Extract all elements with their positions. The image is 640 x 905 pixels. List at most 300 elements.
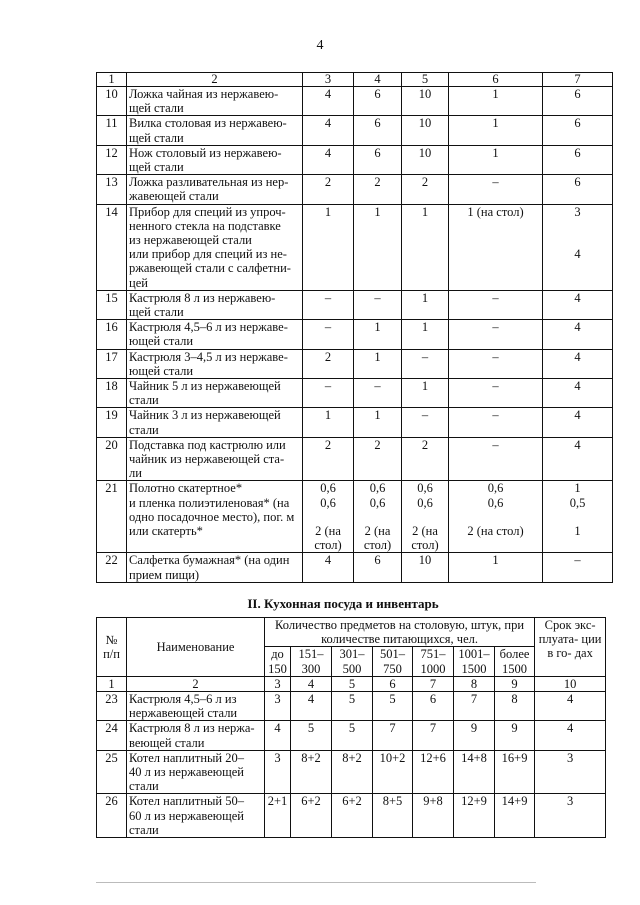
quantity-cell-line: – [421, 349, 429, 364]
table-row [97, 320, 613, 349]
item-name [127, 320, 303, 349]
item-name-line: ненного стекла на подставке [129, 218, 281, 233]
quantity-cell [543, 175, 613, 204]
quantity-cell-line: 0,6 [487, 495, 504, 510]
lifetime-cell: 4 [535, 721, 606, 750]
quantity-cell-line: 0,6 [487, 481, 504, 496]
quantity-cell: 3 [265, 750, 291, 794]
item-name [127, 349, 303, 378]
quantity-cell [449, 145, 543, 174]
quantity-cell [543, 204, 613, 290]
column-number: 5 [332, 676, 373, 691]
item-name-line: цей [129, 275, 148, 290]
quantity-cell [449, 349, 543, 378]
row-number: 23 [97, 692, 127, 721]
quantity-cell-line [305, 510, 351, 524]
section-title: II. Кухонная посуда и инвентарь [247, 596, 439, 611]
column-number: 10 [535, 676, 606, 691]
quantity-cell: 5 [332, 692, 373, 721]
quantity-cell-line: 4 [324, 87, 332, 101]
quantity-cell-line: 0,6 [369, 481, 386, 496]
quantity-cell-line: 1 [324, 204, 332, 219]
row-number: 15 [97, 290, 127, 319]
quantity-cell [303, 290, 354, 319]
quantity-cell [449, 290, 543, 319]
quantity-cell [543, 437, 613, 481]
quantity-cell [543, 290, 613, 319]
quantity-cell: 9 [454, 721, 495, 750]
quantity-cell-line: 2 [421, 437, 429, 452]
item-name-line: стали [129, 393, 159, 408]
table-row [97, 721, 606, 750]
quantity-cell-line: 1 [421, 379, 429, 394]
quantity-cell: 12+6 [413, 750, 454, 794]
quantity-cell [354, 87, 402, 116]
quantity-cell [303, 175, 354, 204]
quantity-cell-line [545, 219, 610, 233]
quantity-cell [402, 408, 449, 437]
quantity-cell [402, 553, 449, 582]
item-name-line: Кастрюля 4,5–6 л из нержаве- [129, 320, 288, 335]
column-number: 9 [495, 676, 535, 691]
item-name-line: щей стали [129, 160, 184, 175]
range-header: более 1500 [495, 647, 535, 676]
item-name [127, 116, 303, 145]
quantity-cell [303, 116, 354, 145]
quantity-cell [402, 320, 449, 349]
quantity-cell [303, 204, 354, 290]
item-name-line: 60 л из нержавеющей [129, 808, 244, 823]
quantity-cell-line: 1 [374, 320, 381, 335]
quantity-cell: 6 [413, 692, 454, 721]
page-number: 4 [316, 38, 324, 53]
item-name-line: Кастрюля 8 л из нержа- [129, 721, 255, 736]
quantity-cell [449, 87, 543, 116]
quantity-cell: 4 [291, 692, 332, 721]
quantity-cell-line: – [374, 379, 381, 394]
quantity-cell [543, 145, 613, 174]
quantity-cell: 2+1 [265, 794, 291, 838]
item-name [127, 290, 303, 319]
item-name [127, 481, 303, 553]
quantity-cell-line: стол) [314, 538, 342, 553]
item-name [127, 379, 303, 408]
quantity-cell-line: 2 [374, 437, 381, 452]
quantity-cell-line: 3 [574, 204, 581, 219]
table-row [97, 692, 606, 721]
quantity-cell [303, 481, 354, 553]
quantity-cell-line: 0,6 [320, 481, 336, 496]
quantity-cell-line: 4 [324, 145, 332, 160]
row-number: 14 [97, 204, 127, 290]
quantity-cell [449, 320, 543, 349]
column-number: 3 [303, 73, 354, 87]
quantity-cell [402, 116, 449, 145]
table-row [97, 290, 613, 319]
table-row [97, 437, 613, 481]
item-name [127, 204, 303, 290]
quantity-cell-line: 1 [421, 320, 429, 335]
row-number: 19 [97, 408, 127, 437]
quantity-cell-line: 6 [574, 116, 581, 131]
row-number: 20 [97, 437, 127, 481]
quantity-cell-line: – [492, 290, 499, 305]
quantity-cell [303, 349, 354, 378]
quantity-cell [449, 437, 543, 481]
item-name-line: чайник из нержавеющей ста- [129, 452, 285, 467]
row-number: 24 [97, 721, 127, 750]
quantity-cell [354, 349, 402, 378]
quantity-cell-line: 2 [324, 349, 332, 364]
quantity-cell [543, 481, 613, 553]
quantity-cell: 14+8 [454, 750, 495, 794]
quantity-cell-line: 1 [421, 290, 429, 305]
quantity-cell-line: 2 (на [364, 523, 391, 538]
lifetime-cell: 4 [535, 692, 606, 721]
quantity-cell-line: 4 [574, 290, 581, 305]
quantity-cell-line: 0,6 [369, 495, 386, 510]
quantity-cell-line: 1 [421, 204, 429, 219]
quantity-cell-line: 1 [374, 408, 381, 423]
row-number: 13 [97, 175, 127, 204]
quantity-cell [303, 379, 354, 408]
quantity-cell-line: 2 [324, 175, 332, 190]
quantity-cell: 7 [454, 692, 495, 721]
quantity-cell-line: 4 [574, 437, 581, 452]
quantity-cell-line: 1 [492, 116, 499, 131]
range-header: 301– 500 [332, 647, 373, 676]
table-row [97, 750, 606, 794]
quantity-cell [402, 87, 449, 116]
row-number: 11 [97, 116, 127, 145]
table-row [97, 145, 613, 174]
item-name-line: Ложка чайная из нержавею- [129, 87, 279, 101]
quantity-cell-line: – [324, 379, 332, 394]
quantity-cell [402, 437, 449, 481]
quantity-cell-line: – [492, 320, 499, 335]
quantity-cell [543, 116, 613, 145]
item-name-line: Кастрюля 8 л из нержавею- [129, 290, 276, 305]
quantity-cell [354, 437, 402, 481]
table-header-row [97, 73, 613, 87]
quantity-cell [402, 175, 449, 204]
quantity-cell-line: 2 [421, 175, 429, 190]
item-name-line: Салфетка бумажная* (на один [129, 553, 290, 568]
quantity-cell-line [545, 233, 610, 247]
row-number: 21 [97, 481, 127, 553]
item-name-line: Кастрюля 3–4,5 л из нержаве- [129, 349, 288, 364]
item-name-line: ющей стали [129, 363, 194, 378]
quantity-cell [402, 349, 449, 378]
quantity-cell-line: 10 [418, 87, 432, 101]
quantity-cell: 5 [332, 721, 373, 750]
item-name-line: жавеющей стали [129, 189, 219, 204]
quantity-cell-line: – [374, 290, 381, 305]
table-row [97, 408, 613, 437]
item-name [127, 87, 303, 116]
quantity-cell [449, 116, 543, 145]
quantity-cell [303, 87, 354, 116]
item-name-line: Ложка разливательная из нер- [129, 175, 289, 190]
item-name-line: щей стали [129, 130, 184, 145]
item-name-line: Чайник 5 л из нержавеющей [129, 379, 281, 394]
quantity-cell: 8+2 [291, 750, 332, 794]
quantity-cell-line [451, 510, 540, 524]
quantity-cell [303, 437, 354, 481]
item-name [127, 145, 303, 174]
quantity-cell-line: – [492, 349, 499, 364]
table-numbering-row [97, 676, 606, 691]
quantity-cell-line: 1 [574, 481, 581, 496]
quantity-cell [543, 553, 613, 582]
quantity-cell [543, 349, 613, 378]
table-row [97, 204, 613, 290]
quantity-cell [303, 145, 354, 174]
quantity-cell [449, 408, 543, 437]
quantity-cell-line: 1 (на стол) [467, 204, 524, 219]
quantity-cell-line [404, 510, 446, 524]
column-group-header: Количество предметов на столовую, штук, при количестве питающихся, чел. [265, 618, 535, 647]
quantity-cell-line: 6 [374, 553, 381, 568]
item-name [127, 437, 303, 481]
quantity-cell-line: – [421, 408, 429, 423]
item-name-line: из нержавеющей стали [129, 233, 252, 248]
quantity-cell [303, 320, 354, 349]
quantity-cell-line: 6 [574, 145, 581, 160]
quantity-cell: 5 [373, 692, 413, 721]
item-name-line: или скатерть* [129, 524, 203, 539]
quantity-cell-line [545, 510, 610, 524]
item-name-line: и пленка полиэтиленовая* (на [129, 495, 290, 510]
quantity-cell: 8 [495, 692, 535, 721]
item-name [127, 408, 303, 437]
quantity-cell [449, 204, 543, 290]
quantity-cell-line: – [492, 437, 499, 452]
table-row [97, 379, 613, 408]
item-name [127, 553, 303, 582]
row-number: 25 [97, 750, 127, 794]
item-name-line: Полотно скатертное* [129, 481, 243, 496]
item-name [127, 721, 265, 750]
range-header: 151– 300 [291, 647, 332, 676]
quantity-cell-line: 1 [324, 408, 332, 423]
quantity-cell-line: – [574, 553, 581, 568]
quantity-cell [402, 290, 449, 319]
quantity-cell-line: 4 [574, 408, 581, 423]
column-number: 8 [454, 676, 495, 691]
item-name-line: или прибор для специй из не- [129, 247, 287, 262]
quantity-cell: 4 [265, 721, 291, 750]
item-name-line: ржавеющей стали с салфетни- [129, 261, 291, 276]
quantity-cell-line: 4 [574, 320, 581, 335]
lifetime-cell: 3 [535, 750, 606, 794]
quantity-cell [402, 204, 449, 290]
quantity-cell-line: – [492, 175, 499, 190]
quantity-cell-line: 6 [574, 87, 581, 101]
column-number: 4 [291, 676, 332, 691]
row-number: 17 [97, 349, 127, 378]
row-number: 10 [97, 87, 127, 116]
quantity-cell-line: 1 [492, 145, 499, 160]
quantity-cell-line: 6 [374, 116, 381, 131]
quantity-cell [354, 204, 402, 290]
quantity-cell: 7 [373, 721, 413, 750]
quantity-cell-line: – [492, 379, 499, 394]
lifetime-cell: 3 [535, 794, 606, 838]
item-name-line: Кастрюля 4,5–6 л из [129, 692, 237, 707]
item-name-line: прием пищи) [129, 567, 200, 582]
quantity-cell-line: – [324, 290, 332, 305]
quantity-cell: 6+2 [332, 794, 373, 838]
item-name-line: щей стали [129, 305, 184, 320]
table-row [97, 349, 613, 378]
quantity-cell [543, 320, 613, 349]
row-number: 26 [97, 794, 127, 838]
quantity-cell [449, 481, 543, 553]
range-header: 1001– 1500 [454, 647, 495, 676]
table-row [97, 794, 606, 838]
quantity-cell: 14+9 [495, 794, 535, 838]
quantity-cell: 6+2 [291, 794, 332, 838]
range-header: 501– 750 [373, 647, 413, 676]
quantity-cell [543, 87, 613, 116]
quantity-cell-line: 2 (на [412, 523, 438, 538]
quantity-cell [354, 116, 402, 145]
item-name-line: ющей стали [129, 334, 194, 349]
column-name-header: Наименование [127, 618, 265, 677]
row-number: 12 [97, 145, 127, 174]
tableware-table [96, 72, 613, 583]
quantity-cell-line: 4 [324, 116, 332, 131]
item-name-line: Нож столовый из нержавею- [129, 145, 282, 160]
table-header-row [97, 618, 606, 647]
item-name-line: Вилка столовая из нержавею- [129, 116, 287, 131]
item-name-line: щей стали [129, 101, 184, 116]
quantity-cell-line: 0,5 [569, 495, 586, 510]
quantity-cell-line: – [492, 408, 499, 423]
column-number: 4 [354, 73, 402, 87]
item-name-line: Котел наплитный 20– [129, 750, 244, 765]
item-name-line: стали [129, 779, 159, 794]
quantity-cell-line: 2 (на стол) [467, 523, 524, 538]
quantity-cell: 3 [265, 692, 291, 721]
quantity-cell-line: 10 [418, 116, 432, 131]
quantity-cell-line: – [324, 320, 332, 335]
column-number: 5 [402, 73, 449, 87]
quantity-cell-line: 4 [574, 246, 581, 261]
quantity-cell-line: 2 [324, 437, 332, 452]
item-name [127, 175, 303, 204]
item-name [127, 692, 265, 721]
quantity-cell-line: 6 [374, 87, 381, 101]
quantity-cell-line: 1 [492, 553, 499, 568]
quantity-cell [354, 290, 402, 319]
quantity-cell: 9+8 [413, 794, 454, 838]
quantity-cell-line: 10 [418, 553, 432, 568]
item-name [127, 794, 265, 838]
quantity-cell-line: 1 [574, 523, 581, 538]
quantity-cell-line: 0,6 [417, 495, 433, 510]
quantity-cell-line: стол) [363, 538, 392, 553]
quantity-cell [354, 145, 402, 174]
quantity-cell [543, 379, 613, 408]
item-name-line: ли [129, 466, 142, 481]
quantity-cell: 7 [413, 721, 454, 750]
row-number: 16 [97, 320, 127, 349]
quantity-cell-line: 2 [374, 175, 381, 190]
quantity-cell-line: 4 [324, 553, 332, 568]
table-row [97, 553, 613, 582]
quantity-cell [402, 379, 449, 408]
item-name-line: нержавеющей стали [129, 706, 238, 721]
quantity-cell: 16+9 [495, 750, 535, 794]
item-name-line: одно посадочное место), пог. м [129, 509, 295, 524]
quantity-cell-line: 6 [374, 145, 381, 160]
quantity-cell-line: 1 [374, 204, 381, 219]
quantity-cell: 10+2 [373, 750, 413, 794]
quantity-cell [402, 145, 449, 174]
quantity-cell [354, 175, 402, 204]
quantity-cell: 12+9 [454, 794, 495, 838]
quantity-cell-line: 10 [418, 145, 432, 160]
quantity-cell [354, 320, 402, 349]
row-number: 22 [97, 553, 127, 582]
quantity-cell: 5 [291, 721, 332, 750]
column-number: 2 [127, 676, 265, 691]
range-header: до 150 [265, 647, 291, 676]
table-row [97, 116, 613, 145]
item-name-line: Чайник 3 л из нержавеющей [129, 408, 281, 423]
column-number: 6 [373, 676, 413, 691]
item-name [127, 750, 265, 794]
row-number: 18 [97, 379, 127, 408]
item-name-line: Прибор для специй из упроч- [129, 204, 286, 219]
quantity-cell-line: 0,6 [320, 495, 336, 510]
quantity-cell [543, 408, 613, 437]
quantity-cell-line: 2 (на [315, 523, 341, 538]
column-no-header: № п/п [97, 618, 127, 677]
table-row [97, 481, 613, 553]
quantity-cell [303, 553, 354, 582]
item-name-line: веющей стали [129, 735, 205, 750]
column-number: 1 [97, 73, 127, 87]
column-number: 2 [127, 73, 303, 87]
quantity-cell: 8+5 [373, 794, 413, 838]
quantity-cell [354, 481, 402, 553]
table-row [97, 175, 613, 204]
column-number: 7 [543, 73, 613, 87]
column-number: 3 [265, 676, 291, 691]
quantity-cell-line: 4 [574, 349, 581, 364]
column-number: 1 [97, 676, 127, 691]
quantity-cell: 8+2 [332, 750, 373, 794]
item-name-line: стали [129, 422, 159, 437]
quantity-cell [303, 408, 354, 437]
column-life-header: Срок экс- плуата- ции в го- дах [535, 618, 606, 677]
bottom-rule [96, 882, 536, 883]
quantity-cell [449, 379, 543, 408]
quantity-cell [354, 553, 402, 582]
kitchenware-table [96, 617, 606, 838]
quantity-cell-line: стол) [411, 538, 439, 553]
quantity-cell [354, 379, 402, 408]
quantity-cell [449, 553, 543, 582]
column-number: 7 [413, 676, 454, 691]
table-row [97, 87, 613, 116]
quantity-cell-line: 6 [574, 175, 581, 190]
quantity-cell-line [356, 510, 399, 524]
item-name-line: 40 л из нержавеющей [129, 765, 244, 780]
